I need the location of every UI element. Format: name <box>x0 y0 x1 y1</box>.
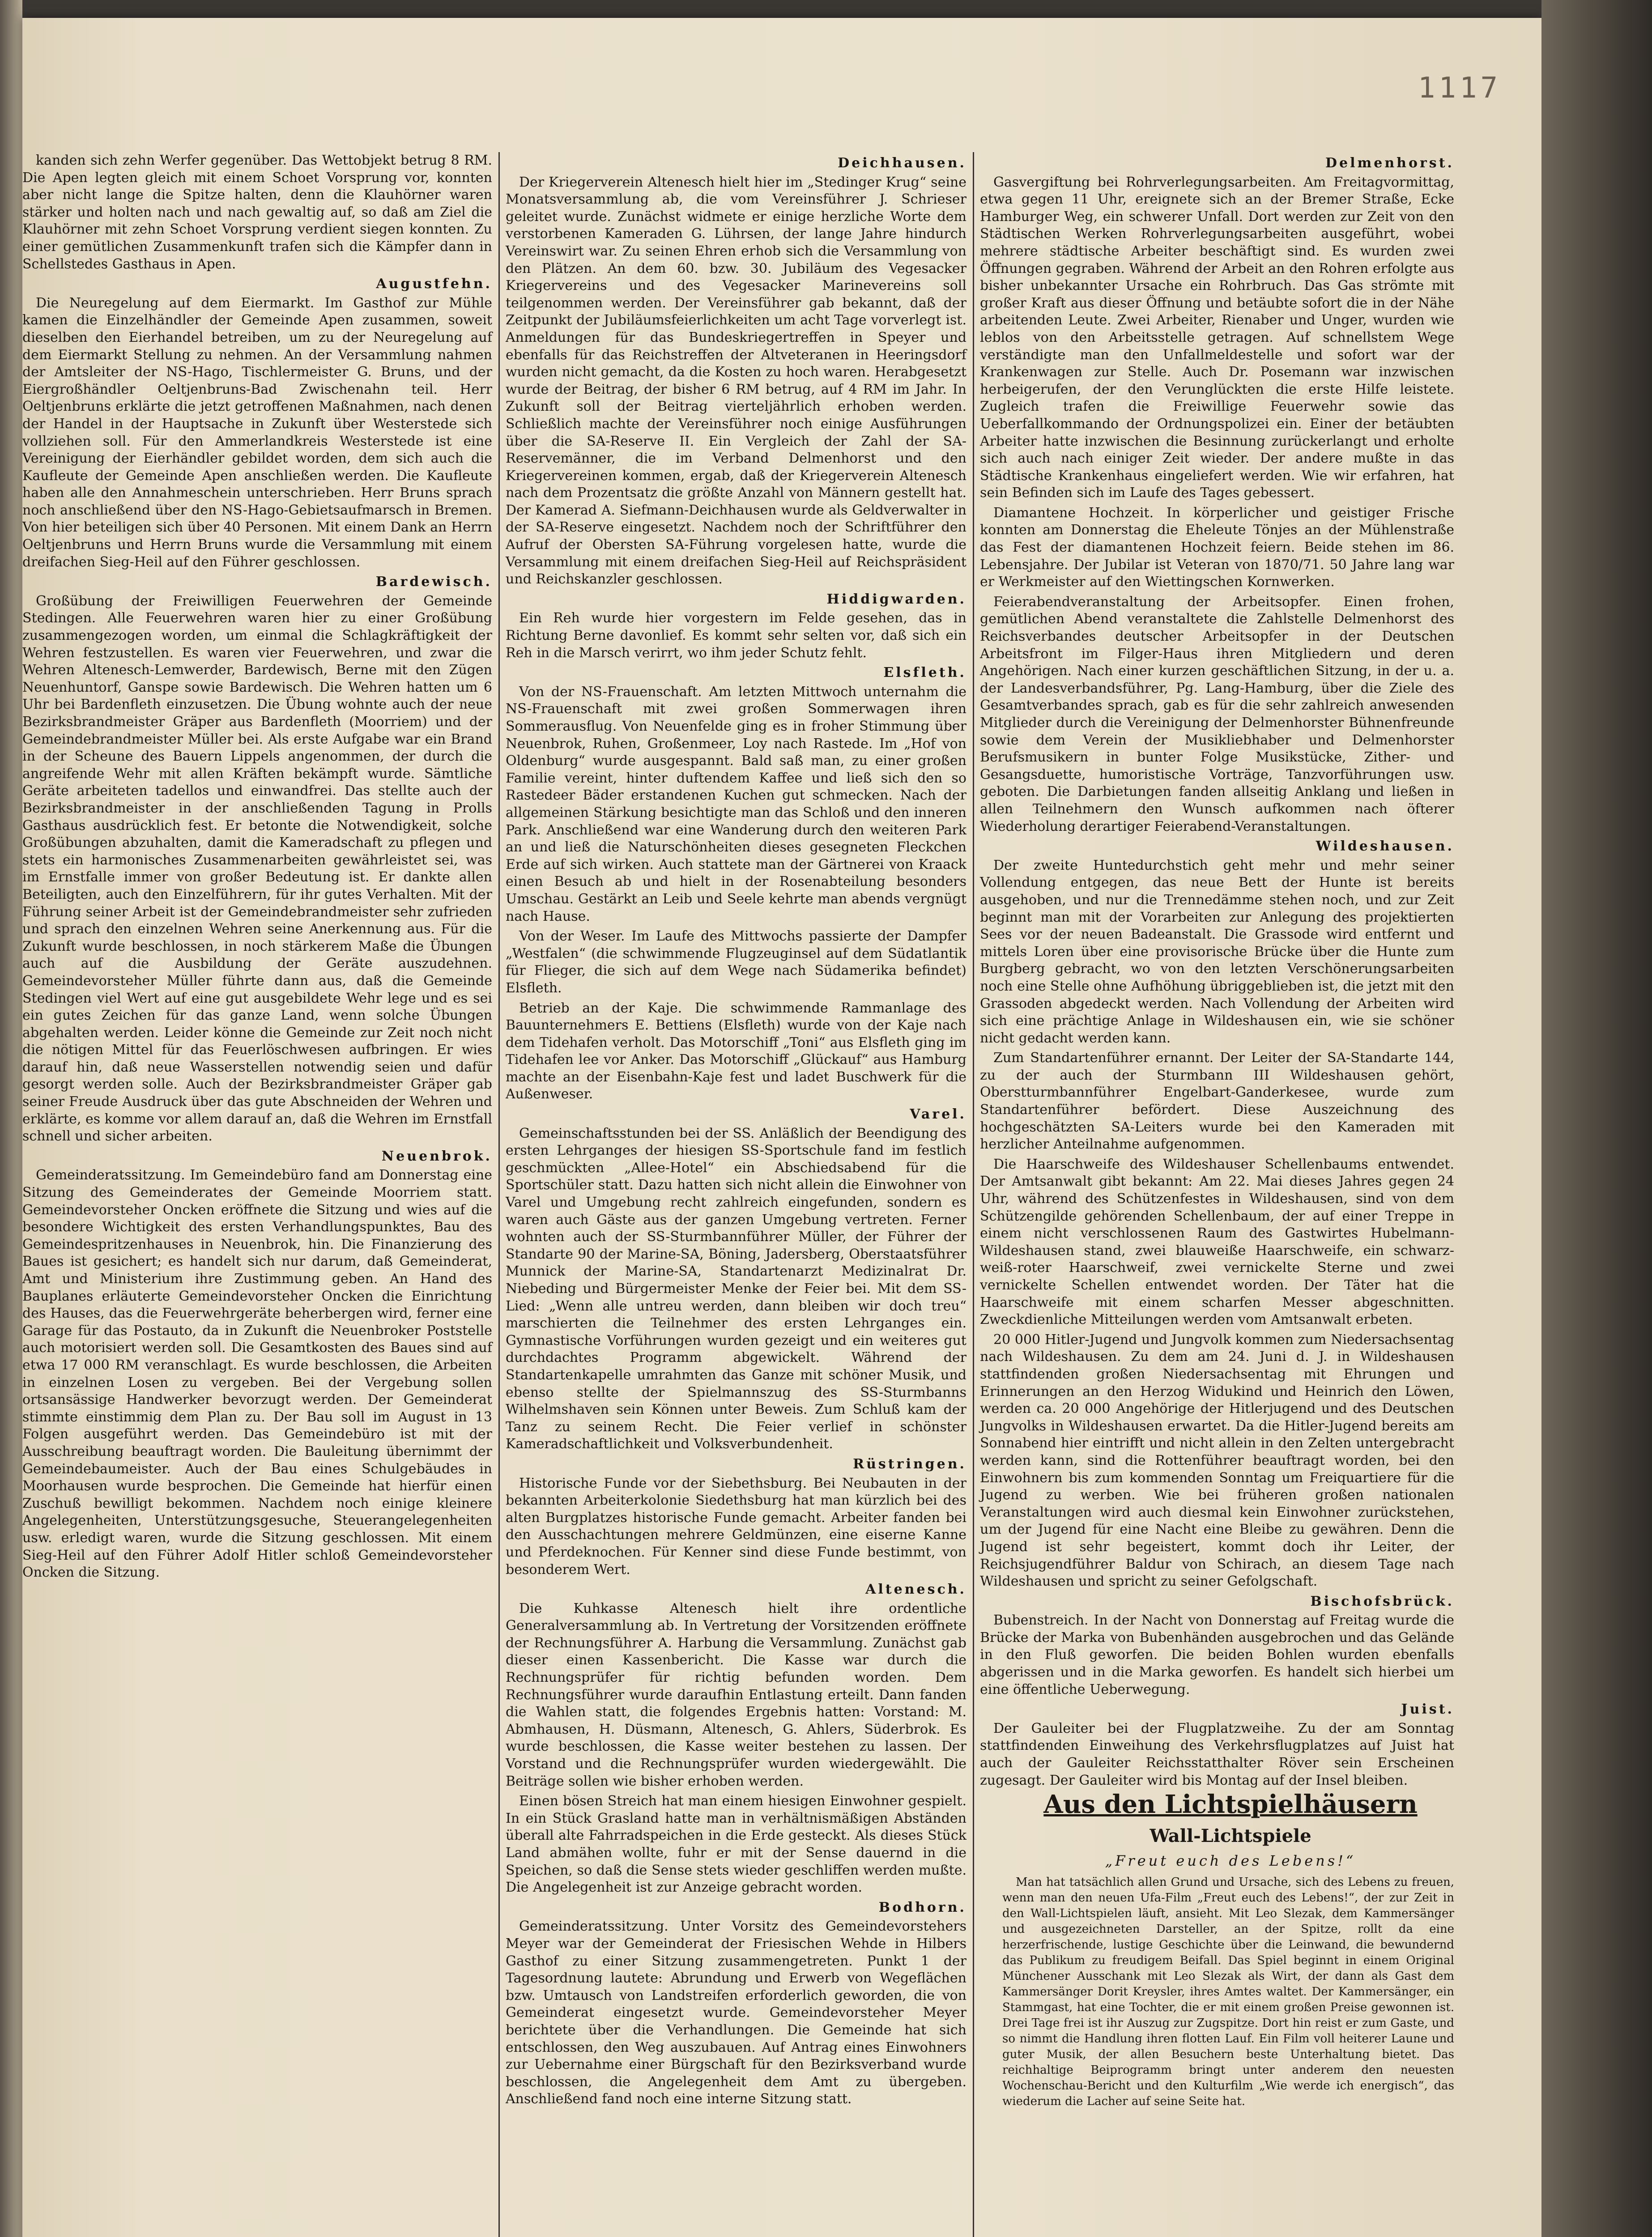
article-paragraph: Die Neuregelung auf dem Eiermarkt. Im Gasthof zur Mühle kamen die Einzelhändler der Gemeinde Apen zusammen, soweit dieselben den Eierhandel betreiben, um zu der Neuregelung auf dem Eiermarkt Stellung zu nehmen. An der Versammlung nahmen der Amtsleiter der NS-Hago, Tischlermeister G. Bruns, und der Eiergroßhändler Oeltjenbruns-Bad Zwischenahn teil. Herr Oeltjenbruns erklärte die jetzt getroffenen Maßnahmen, nach denen der Handel in der Hauptsache in Zukunft über Westerstede sich vollziehen soll. Für den Ammerlandkreis Westerstede ist eine Vereinigung der Eierhändler gebildet worden, dem sich auch die Kaufleute der Gemeinde Apen anschließen werden. Die Kaufleute haben alle den Annahmeschein unterschrieben. Herr Bruns sprach noch anschließend über den NS-Hago-Gebietsaufmarsch in Bremen. Von hier beteiligen sich über 40 Personen. Mit einem Dank an Herrn Oeltjenbruns und Herrn Bruns wurde die Versammlung mit einem dreifachen Sieg-Heil auf den Führer geschlossen. <box>22 295 492 570</box>
article-paragraph: Bubenstreich. In der Nacht von Donnerstag auf Freitag wurde die Brücke der Marka von Bubenhänden ausgebrochen und das Gelände in den Fluß geworfen. Die beiden Bohlen wurden ebenfalls abgerissen und in die Marka geworfen. Es handelt sich hierbei um eine öffentliche Ueberwegung. <box>980 1612 1454 1697</box>
cinema-venue: Wall-Lichtspiele <box>1150 1825 1311 1846</box>
page-number: 1117 <box>1418 72 1501 105</box>
article-paragraph: Der Gauleiter bei der Flugplatzweihe. Zu der am Sonntag stattfindenden Einweihung des Verkehrsflugplatzes auf Juist hat auch der Gauleiter Reichsstatthalter Röver sein Erscheinen zugesagt. Der Gauleiter wird bis Montag auf der Insel bleiben. <box>980 1720 1454 1788</box>
location-heading: Neuenbrok. <box>381 1148 492 1164</box>
page-right-edge <box>1541 0 1652 2237</box>
article-paragraph: Gemeinschaftsstunden bei der SS. Anläßlich der Beendigung des ersten Lehrganges der hiesigen SS-Sportschule fand im festlich geschmückten „Allee-Hotel“ ein Abschiedsabend für die Sportschüler statt. Dazu hatten sich nicht allein die Einwohner von Varel und Umgebung recht zahlreich eingefunden, sondern es waren auch Gäste aus der ganzen Umgebung vertreten. Ferner wohnten auch der SS-Sturmbannführer Müller, der Führer der Standarte 90 der Marine-SA, Böning, Jadersberg, Oberstaatsführer Munnick der Marine-SA, Standartenarzt Medizinalrat Dr. Niebeding und Bürgermeister Menke der Feier bei. Mit dem SS-Lied: „Wenn alle untreu werden, dann bleiben wir doch treu“ marschierten die Teilnehmer des ersten Lehrganges ein. Gymnastische Vorführungen wurden gezeigt und ein weiteres gut durchdachtes Programm abgewickelt. Während der Standartenkapelle umrahmten das Ganze mit schöner Musik, und ebenso stellte der Spielmannszug des SS-Sturmbanns Wilhelmshaven sein Können unter Beweis. Zum Schluß kam der Tanz zu seinem Recht. Die Feier verlief in schönster Kameradschaftlichkeit und Volksverbundenheit. <box>506 1125 967 1452</box>
article-paragraph: Zum Standartenführer ernannt. Der Leiter der SA-Standarte 144, zu der auch der Sturmbann III Wildeshausen gehört, Oberstturmbannführer Engelbart-Ganderkesee, wurde zum Standartenführer befördert. Diese Auszeichnung des hochgeschätzten SA-Leiters wurde bei den Kameraden mit herzlicher Anteilnahme aufgenommen. <box>980 1050 1454 1153</box>
newspaper-page <box>22 18 1541 2237</box>
article-paragraph: Diamantene Hochzeit. In körperlicher und geistiger Frische konnten am Donnerstag die Eheleute Tönjes an der Mühlenstraße das Fest der diamantenen Hochzeit feiern. Beide stehen im 86. Lebensjahre. Der Jubilar ist Veteran von 1870/71. 50 Jahre lang war er Werkmeister auf den Wiettingschen Kornwerken. <box>980 505 1454 590</box>
location-heading: Bardewisch. <box>375 574 492 590</box>
article-paragraph: Gemeinderatssitzung. Unter Vorsitz des Gemeindevorstehers Meyer war der Gemeinderat der Friesischen Wehde in Hilbers Gasthof zu einer Sitzung zusammengetreten. Punkt 1 der Tagesordnung lautete: Abrundung und Erwerb von Wegeflächen bzw. Umtausch von Landstreifen erforderlich geworden, die von Gemeinderat eingesetzt wurde. Gemeindevorsteher Meyer berichtete über die Verhandlungen. Die Gemeinde hat sich entschlossen, den Weg auszubauen. Auf Antrag eines Einwohners zur Uebernahme einer Bürgschaft für den Bezirksverband wurde beschlossen, die Angelegenheit dem Amt zu übergeben. Anschließend fand noch eine interne Sitzung statt. <box>506 1918 967 2107</box>
article-paragraph: Die Haarschweife des Wildeshauser Schellenbaums entwendet. Der Amtsanwalt gibt bekannt: Am 22. Mai dieses Jahres gegen 24 Uhr, während des Schützenfestes in Wildeshausen, sind von dem Schützengilde gehörenden Schellenbaum, der auf einer Treppe in einem nicht verschlossenen Raum des Gastwirtes Hubelmann-Wildeshausen stand, zwei blauweiße Haarschweife, ein schwarz-weiß-roter Haarschweif, zwei vernickelte Sterne und zwei vernickelte Schellen entwendet worden. Der Täter hat die Haarschweife mit einem scharfen Messer abgeschnitten. Zweckdienliche Mitteilungen werden vom Amtsanwalt erbeten. <box>980 1156 1454 1328</box>
location-heading: Varel. <box>910 1106 967 1123</box>
article-paragraph: Von der Weser. Im Laufe des Mittwochs passierte der Dampfer „Westfalen“ (die schwimmende Flugzeuginsel auf dem Südatlantik für Flieger, die sich auf dem Wege nach Südamerika befindet) Elsfleth. <box>506 928 967 996</box>
location-heading: Juist. <box>1401 1701 1454 1718</box>
article-paragraph: Gemeinderatssitzung. Im Gemeindebüro fand am Donnerstag eine Sitzung des Gemeinderates der Gemeinde Moorriem statt. Gemeindevorsteher Oncken eröffnete die Sitzung und wies auf die besondere Wichtigkeit des ersten Verhandlungspunktes, Bau des Gemeindespritzenhauses in Neuenbrok, hin. Die Finanzierung des Baues ist gesichert; es handelt sich nur darum, daß Gemeinderat, Amt und Ministerium ihre Zustimmung geben. An Hand des Bauplanes erläuterte Gemeindevorsteher Oncken die Einrichtung des Hauses, das die Feuerwehrgeräte beherbergen wird, ferner eine Garage für das Postauto, da in Zukunft die Neuenbroker Poststelle auch motorisiert werden soll. Die Gesamtkosten des Baues sind auf etwa 17 000 RM veranschlagt. Es wurde beschlossen, die Arbeiten in einzelnen Losen zu vergeben. Bei der Vergebung sollen ortsansässige Handwerker bevorzugt werden. Der Gemeinderat stimmte einstimmig dem Plan zu. Der Bau soll im August in 13 Folgen ausgeführt werden. Das Gemeindebüro ist mit der Ausschreibung beauftragt worden. Die Bauleitung übernimmt der Gemeindebaumeister. Auch der Bau eines Schulgebäudes in Moorhausen wurde besprochen. Die Gemeinde hat hierfür einen Zuschuß bewilligt bekommen. Nachdem noch einige kleinere Angelegenheiten, Unterstützungsgesuche, Steuerangelegenheiten usw. erledigt waren, wurde die Sitzung geschlossen. Mit einem Sieg-Heil auf den Führer Adolf Hitler schloß Gemeindevorsteher Oncken die Sitzung. <box>22 1167 492 1581</box>
film-review-text: Man hat tatsächlich allen Grund und Ursache, sich des Lebens zu freuen, wenn man den neuen Ufa-Film „Freut euch des Lebens!“, der zur Zeit in den Wall-Lichtspielen läuft, ansieht. Mit Leo Slezak, dem Kammersänger und ausgezeichneten Darsteller, an der Spitze, rollt da eine herzerfrischende, lustige Geschichte über die Leinwand, die bewundernd das Publikum zu freudigem Beifall. Das Spiel beginnt in einem Original Münchener Ausschank mit Leo Slezak als Wirt, der dann als Gast dem Kammersänger Dorit Kreysler, ihres Amtes waltet. Der Kammersänger, ein Stammgast, hat eine Tochter, die er mit einem großen Preise gewonnen ist. Drei Tage frei ist ihr Auszug zur Zugspitze. Dort hin reist er zum Gaste, und so nimmt die Handlung ihren flotten Lauf. Ein Film voll heiterer Laune und guter Musik, der allen Besuchern beste Unterhaltung bietet. Das reichhaltige Beiprogramm bringt unter anderem den neuesten Wochenschau-Bericht und den Kulturfilm „Wie werde ich energisch“, das wiederum die Lacher auf seine Seite hat. <box>1002 1876 1454 2108</box>
article-paragraph: Großübung der Freiwilligen Feuerwehren der Gemeinde Stedingen. Alle Feuerwehren waren hier zu einer Großübung zusammengezogen worden, um einmal die Schlagkräftigkeit der Wehren festzustellen. Es waren vier Feuerwehren, und zwar die Wehren Altenesch-Lemwerder, Bardewisch, Berne mit den Zügen Neuenhuntorf, Ganspe sowie Bardewisch. Die Wehren hatten um 6 Uhr bei Bardenfleth einzusetzen. Die Übung wohnte auch der neue Bezirksbrandmeister Gräper aus Bardenfleth (Moorriem) und der Gemeindebrandmeister Müller bei. Als erste Aufgabe war ein Brand in der Scheune des Bauern Lippels angenommen, der durch die angreifende Wehr mit allen Kräften bekämpft wurde. Sämtliche Geräte arbeiteten tadellos und einwandfrei. Das stellte auch der Bezirksbrandmeister in der anschließenden Tagung in Prolls Gasthaus ausdrücklich fest. Er betonte die Notwendigkeit, solche Großübungen abzuhalten, damit die Kameradschaft zu pflegen und stets ein harmonisches Zusammenarbeiten gewährleistet sei, was im Ernstfalle immer von großer Bedeutung ist. Er dankte allen Beteiligten, auch den Einzelführern, für ihr gutes Verhalten. Mit der Führung seiner Arbeit ist der Gemeindebrandmeister sehr zufrieden und sprach den einzelnen Wehren seine Anerkennung aus. Für die Zukunft wurde beschlossen, in noch stärkerem Maße die Übungen auch auf die Ausbildung der Geräte auszudehnen. Gemeindevorsteher Müller führte dann aus, daß die Gemeinde Stedingen viel Wert auf eine gut ausgebildete Wehr lege und es sei ein gutes Zeichen für das ganze Land, wenn solche Übungen abgehalten werden. Leider könne die Gemeinde zur Zeit noch nicht die nötigen Mittel für das Feuerlöschwesen aufbringen. Er wies darauf hin, daß neue Wasserstellen notwendig seien und dafür gesorgt werden solle. Auch der Bezirksbrandmeister Gräper gab seiner Freude Ausdruck über das gute Abschneiden der Wehren und erklärte, es komme vor allem darauf an, daß die Wehren im Ernstfall schnell und sicher arbeiten. <box>22 593 492 1144</box>
article-paragraph: Betrieb an der Kaje. Die schwimmende Rammanlage des Bauunternehmers E. Bettiens (Elsfleth) wurde von der Kaje nach dem Tidehafen verholt. Das Motorschiff „Toni“ aus Elsfleth ging im Tidehafen lee vor Anker. Das Motorschiff „Glückauf“ aus Hamburg machte an der Eisenbahn-Kaje fest und ladet Buschwerk für die Außenweser. <box>506 1000 967 1102</box>
location-heading: Delmenhorst. <box>1325 155 1454 171</box>
column-rule <box>498 152 500 2237</box>
article-paragraph: kanden sich zehn Werfer gegenüber. Das Wettobjekt betrug 8 RM. Die Apen legten gleich mit einem Schoet Vorsprung vor, konnten aber nicht lange die Spitze halten, denn die Klauhörner waren stärker und holten nach und nach gewaltig auf, so daß am Ziel die Klauhörner mit zehn Schoet Vorsprung verdient siegen konnten. Zu einer gemütlichen Zusammenkunft trafen sich die Kämpfer dann in Schellstedes Gasthaus in Apen. <box>22 153 492 272</box>
article-paragraph: Der Kriegerverein Altenesch hielt hier im „Stedinger Krug“ seine Monatsversammlung ab, die vom Vereinsführer J. Schrieser geleitet wurde. Zunächst widmete er einige herzliche Worte dem verstorbenen Kameraden G. Lührsen, der lange Jahre hindurch Vereinswirt war. Zu seinen Ehren erhob sich die Versammlung von den Plätzen. An dem 60. bzw. 30. Jubiläum des Vegesacker Kriegervereins und des Vegesacker Marinevereins soll teilgenommen werden. Der Vereinsführer gab bekannt, daß der Zeitpunkt der Jubiläumsfeierlichkeiten um acht Tage vorverlegt ist. Anmeldungen für das Bundeskriegertreffen in Speyer und ebenfalls für das Reichstreffen der Altveteranen in Heeringsdorf wurden nicht gemacht, da die Kosten zu hoch waren. Herabgesetzt wurde der Beitrag, der bisher 6 RM betrug, auf 4 RM im Jahr. In Zukunft soll der Beitrag vierteljährlich erhoben werden. Schließlich machte der Vereinsführer noch einige Ausführungen über die SA-Reserve II. Ein Vergleich der Zahl der SA-Reservemänner, die im Verband Delmenhorst und den Kriegervereinen kommen, ergab, daß der Kriegerverein Altenesch nach dem Prozentsatz die größte Anzahl von Männern gestellt hat. Der Kamerad A. Siefmann-Deichhausen wurde als Geldverwalter in der SA-Reserve eingesetzt. Nachdem noch der Schriftführer den Aufruf der Obersten SA-Führung vorgelesen hatte, wurde die Versammlung mit einem dreifachen Sieg-Heil auf Reichspräsident und Reichskanzler geschlossen. <box>506 174 967 587</box>
cinema-section-heading: Aus den Lichtspielhäusern <box>1043 1790 1418 1819</box>
location-heading: Bodhorn. <box>878 1899 967 1915</box>
location-heading: Augustfehn. <box>376 276 492 292</box>
article-paragraph: Einen bösen Streich hat man einem hiesigen Einwohner gespielt. In ein Stück Grasland hatte man in verhältnismäßigen Abständen überall alte Fahrradspeichen in die Erde gesteckt. Als dieses Stück Land abmähen wollte, fuhr er mit der Sense dauernd in die Speichen, so daß die Sense stets wieder geschliffen werden mußte. Die Angelegenheit ist zur Anzeige gebracht worden. <box>506 1793 967 1896</box>
column-1 <box>22 152 492 2237</box>
location-heading: Deichhausen. <box>838 155 967 171</box>
article-paragraph: Historische Funde vor der Siebethsburg. Bei Neubauten in der bekannten Arbeiterkolonie Siedethsburg hat man kürzlich bei des alten Burgplatzes historische Funde gemacht. Arbeiter fanden bei den Ausschachtungen mehrere Geldmünzen, eine eiserne Kanne und Pferdeknochen. Für Kenner sind diese Funde bestimmt, von besonderem Wert. <box>506 1475 967 1578</box>
article-paragraph: Gasvergiftung bei Rohrverlegungsarbeiten. Am Freitagvormittag, etwa gegen 11 Uhr, ereignete sich an der Bremer Straße, Ecke Hamburger Weg, ein schwerer Unfall. Dort werden zur Zeit von den Städtischen Werken Rohrverlegungsarbeiten ausgeführt, wobei mehrere städtische Arbeiter beschäftigt sind. Es wurden zwei Öffnungen gegraben. Während der Arbeit an den Rohren erfolgte aus bisher unbekannter Ursache ein Rohrbruch. Das Gas strömte mit großer Kraft aus dieser Öffnung und betäubte sofort die in der Nähe arbeitenden Leute. Zwei Arbeiter, Rienaber und Unger, wurden wie leblos von den Arbeitsstelle getragen. Auf schnellstem Wege verständigte man den Unfallmeldestelle und sofort war der Krankenwagen zur Stelle. Auch Dr. Posemann war inzwischen herbeigerufen, der den Verunglückten die erste Hilfe leistete. Zugleich trafen die Freiwillige Feuerwehr sowie das Ueberfallkommando der Ordnungspolizei ein. Einer der betäubten Arbeiter hatte inzwischen die Besinnung zurückerlangt und erholte sich auch nach einiger Zeit wieder. Der andere mußte in das Städtische Krankenhaus eingeliefert werden. Wie wir erfahren, hat sein Befinden sich im Laufe des Tages gebessert. <box>980 174 1454 501</box>
location-heading: Hiddigwarden. <box>826 591 967 607</box>
location-heading: Elsfleth. <box>883 665 967 681</box>
film-title: „Freut euch des Lebens!“ <box>1105 1852 1356 1869</box>
article-paragraph: 20 000 Hitler-Jugend und Jungvolk kommen zum Niedersachsentag nach Wildeshausen. Zu dem am 24. Juni d. J. in Wildeshausen stattfindenden großen Niedersachsentag mit Ehrungen und Erinnerungen an den Herzog Widukind und Heinrich den Löwen, werden ca. 20 000 Angehörige der Hitlerjugend und des Deutschen Jungvolks in Wildeshausen erwartet. Da die Hitler-Jugend bereits am Sonnabend hier eintrifft und nicht allein in den Zelten untergebracht werden kann, sind die Rottenführer beauftragt worden, bei den Einwohnern bis zum kommenden Sonntag um Freiquartiere für die Jugend zu werben. Wie bei früheren großen nationalen Veranstaltungen wird auch diesmal kein Einwohner zurückstehen, um der Jugend für eine Nacht eine Bleibe zu gewähren. Denn die Jugend ist sehr begeistert, kommt doch ihr Leiter, der Reichsjugendführer Baldur von Schirach, an diesem Tage nach Wildeshausen und spricht zu seiner Gefolgschaft. <box>980 1331 1454 1590</box>
location-heading: Wildeshausen. <box>1316 838 1454 855</box>
location-heading: Bischofsbrück. <box>1310 1593 1454 1609</box>
article-paragraph: Ein Reh wurde hier vorgestern im Felde gesehen, das in Richtung Berne davonlief. Es kommt sehr selten vor, daß sich ein Reh in die Marsch verirrt, wo ihm jeder Schutz fehlt. <box>506 610 967 661</box>
left-page-edge <box>0 0 22 2237</box>
location-heading: Altenesch. <box>865 1582 967 1598</box>
article-paragraph: Der zweite Huntedurchstich geht mehr und mehr seiner Vollendung entgegen, das neue Bett der Hunte ist bereits ausgehoben, und nur die Trennedämme stehen noch, und zur Zeit beginnt man mit der Vorarbeiten zur Anlegung des projektierten Sees vor der neuen Badeanstalt. Die Grassode wird entfernt und mittels Loren über eine provisorische Brücke über die Hunte zum Burgberg gebracht, wo von den letzten Verschönerungsarbeiten noch eine Stelle ohne Aufhöhung übriggeblieben ist, die jetzt mit den Grassoden abgedeckt werden. Nach Vollendung der Arbeiten wird sich eine prächtige Anlage in Wildeshausen ein, wie sie schöner nicht gedacht werden kann. <box>980 857 1454 1046</box>
column-2 <box>506 152 967 2237</box>
column-rule <box>973 152 974 2237</box>
film-review <box>1002 1875 1454 2237</box>
article-paragraph: Von der NS-Frauenschaft. Am letzten Mittwoch unternahm die NS-Frauenschaft mit zwei großen Sommerwagen ihren Sommerausflug. Von Neuenfelde ging es in froher Stimmung über Neuenbrok, Ruhen, Großenmeer, Loy nach Rastede. Im „Hof von Oldenburg“ wurde ausgespannt. Bald saß man, zu einer großen Familie vereint, hinter duftendem Kaffee und ließ sich den so Rastedeer Bäder erstandenen Kuchen gut schmecken. Nach der allgemeinen Stärkung besichtigte man das Schloß und den inneren Park. Anschließend war eine Wanderung durch den weiteren Park an und ließ die Naturschönheiten dieses gesegneten Fleckchen Erde auf sich wirken. Auch stattete man der Gärtnerei von Kraack einen Besuch ab und hielt in der Rosenabteilung besonders Umschau. Gestärkt an Leib und Seele kehrte man abends vergnügt nach Hause. <box>506 684 967 924</box>
article-paragraph: Die Kuhkasse Altenesch hielt ihre ordentliche Generalversammlung ab. In Vertretung der Vorsitzenden eröffnete der Rechnungsführer A. Harbung die Versammlung. Zunächst gab dieser einen Kassenbericht. Die Kasse war durch die Rechnungsprüfer für richtig befunden worden. Dem Rechnungsführer wurde daraufhin Entlastung erteilt. Dann fanden die Wahlen statt, die folgendes Ergebnis hatten: Vorstand: M. Abmhausen, H. Düsmann, Altenesch, G. Ahlers, Süderbrok. Es wurde beschlossen, die Kasse weiter bestehen zu lassen. Der Vorstand und die Rechnungsprüfer wurden wiedergewählt. Die Beiträge sollen wie bisher erhoben werden. <box>506 1600 967 1789</box>
article-paragraph: Feierabendveranstaltung der Arbeitsopfer. Einen frohen, gemütlichen Abend veranstaltete die Zahlstelle Delmenhorst des Reichsverbandes deutscher Arbeitsopfer in der Deutschen Arbeitsfront im Filger-Haus ihren Mitgliedern und deren Angehörigen. Nach einer kurzen geschäftlichen Sitzung, in der u. a. der Landesverbandsführer, Pg. Lang-Hamburg, über die Ziele des Gesamtverbandes sprach, gab es für die sehr zahlreich anwesenden Mitglieder durch die Vereinigung der Delmenhorster Bühnenfreunde sowie dem Verein der Musikliebhaber und Delmenhorster Berufsmusikern in bunter Folge Musikstücke, Zither- und Gesangsduette, humoristische Vorträge, Tanzvorführungen usw. geboten. Die Darbietungen fanden allseitig Anklang und ließen in allen Teilnehmern den Wunsch aufkommen nach öfterer Wiederholung derartiger Feierabend-Veranstaltungen. <box>980 594 1454 834</box>
location-heading: Rüstringen. <box>853 1456 967 1472</box>
column-3 <box>980 152 1454 1788</box>
